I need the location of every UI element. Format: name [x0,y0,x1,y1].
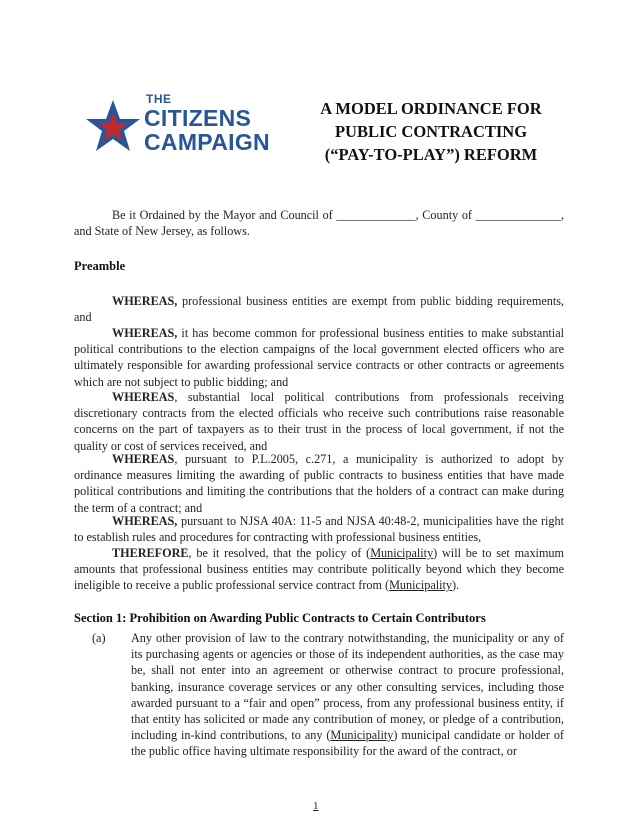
title-line-2: PUBLIC CONTRACTING [334,122,528,141]
paragraph-text: , be it resolved, that the policy of ( [188,546,371,560]
logo-citizens: CITIZENS [144,105,252,131]
paragraph-text: it has become common for professional business entities to make substantial political contributions to the election campaigns of the local government elected officers who are ultimately responsible for awarding professional service contracts or other contracts or agreements which are not subject to public bidding; and [74,326,564,389]
paragraph-text: ) will be to set maximum amounts that professional business entities may contribute politically beyond which they become ineligible to receive a public professional service contract from ( [74,546,564,593]
municipality-placeholder: Municipality [370,546,434,560]
preamble-paragraph-2 [74,325,564,390]
paragraph-text: , substantial local political contributions from professionals receiving discretionary contracts from the elected officials who receive such contributions raise reasonable concerns on the part of taxpayers as to their trust in the process of local government, if not the quality or cost of services received, and [74,390,564,453]
citizens-campaign-logo [84,90,274,160]
logo-the: THE [146,92,172,106]
municipality-placeholder: Municipality [389,578,453,593]
page-number: 1 [313,800,319,812]
star-icon [84,98,142,156]
title-line-3: (“PAY-TO-PLAY”) REFORM [324,145,538,164]
document-title [296,97,566,166]
preamble-paragraph-1 [74,293,564,325]
paragraph-text: ) municipal candidate or holder of the public office having ultimate responsibility for the award of the contract, or [131,728,564,759]
title-line-1: A MODEL ORDINANCE FOR [320,99,542,118]
preamble-paragraph-3 [74,389,564,454]
preamble-heading: Preamble [74,259,126,273]
paragraph-text: pursuant to NJSA 40A: 11-5 and NJSA 40:48-2, municipalities have the right to establish rules and procedures for contracting with professional business entities, [74,514,564,545]
preamble-paragraph-5 [74,513,564,545]
subsection-a-label: (a) [92,631,106,645]
whereas-keyword: WHEREAS, [112,326,178,340]
subsection-a-text [131,630,564,760]
logo-campaign: CAMPAIGN [144,129,270,155]
municipality-placeholder: Municipality [330,728,394,743]
therefore-keyword: THEREFORE [112,546,189,560]
whereas-keyword: WHEREAS [112,452,175,466]
whereas-keyword: WHEREAS, [112,514,178,528]
whereas-keyword: WHEREAS, [112,294,178,308]
ordinance-intro: Be it Ordained by the Mayor and Council of _____________, County of ______________, and State of New Jersey, as follows. [74,208,564,239]
paragraph-text: professional business entities are exempt from public bidding requirements, and [74,294,564,325]
paragraph-text: ). [452,578,460,593]
preamble-paragraph-4 [74,451,564,516]
section-1-heading: Section 1: Prohibition on Awarding Public Contracts to Certain Contributors [74,611,486,625]
preamble-paragraph-6 [74,545,564,594]
paragraph-text: , pursuant to P.L.2005, c.271, a municipality is authorized to adopt by ordinance measures limiting the awarding of public contracts to business entities that have made political contributions and limiting the contributions that the holders of a contract can make during the term of a contract; and [74,452,564,515]
paragraph-text: Any other provision of law to the contrary notwithstanding, the municipality or any of its purchasing agents or agencies or those of its independent authorities, as the case may be, shall not enter into an agreement or otherwise contract to procure professional, banking, insurance coverage services or any other consulting services, including those awarded pursuant to a “fair and open” process, from any professional business entity, if that entity has solicited or made any contribution of money, or pledge of a contribution, including in-kind contributions, to any ( [131,631,564,743]
whereas-keyword: WHEREAS [112,390,175,404]
